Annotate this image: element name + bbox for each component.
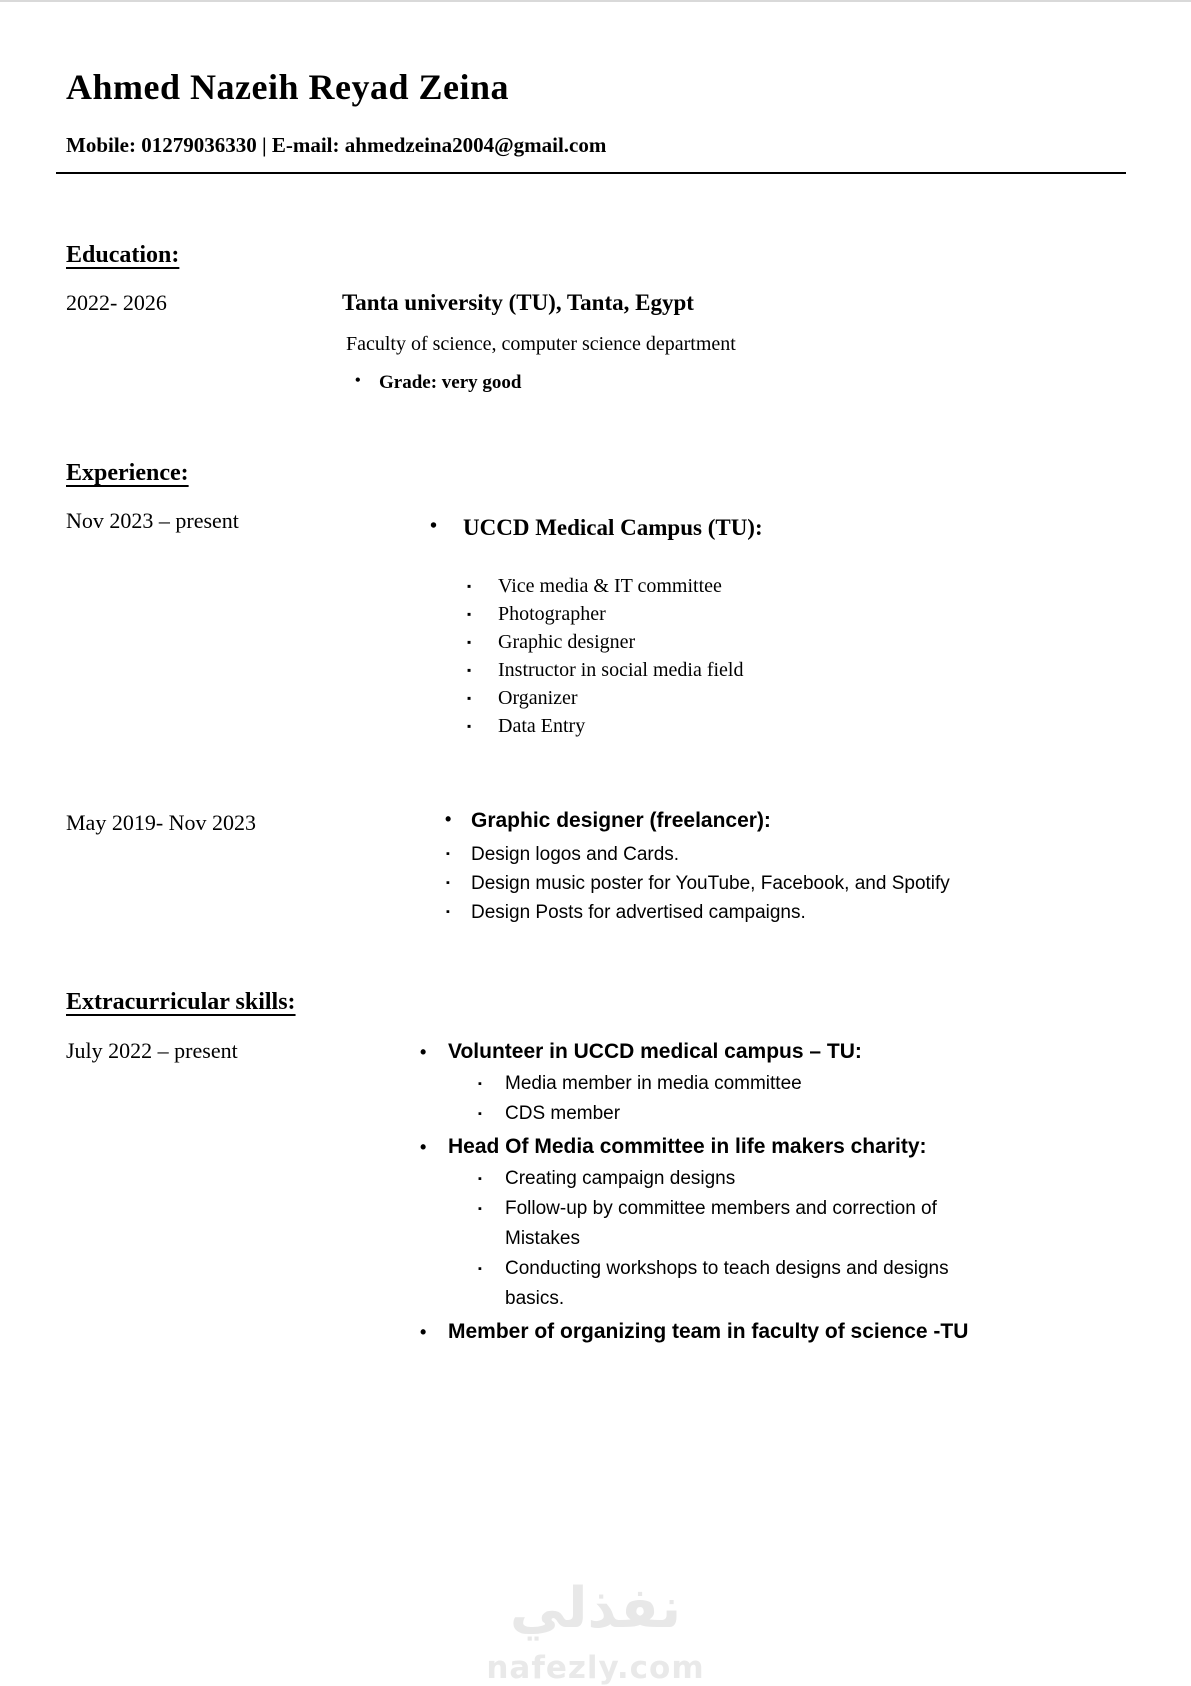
extra-group1-title: Volunteer in UCCD medical campus – TU:	[448, 1040, 862, 1063]
job1-title-item	[430, 515, 1070, 541]
list-item: ▪ Design music poster for YouTube, Facebook, and Spotify	[446, 869, 1085, 898]
person-name: Ahmed Nazeih Reyad Zeina	[66, 67, 509, 107]
job2-title: Graphic designer (freelancer):	[471, 809, 771, 832]
list-item: ▪ Creating campaign designs	[478, 1164, 1120, 1194]
extra-group3-title-item	[420, 1316, 1120, 1348]
education-school: Tanta university (TU), Tanta, Egypt	[342, 290, 694, 315]
bullet-square-icon: ▪	[446, 906, 450, 918]
education-heading: Education:	[66, 242, 180, 268]
extra-group1-list	[478, 1069, 1120, 1129]
extracurricular-heading: Extracurricular skills:	[66, 989, 296, 1015]
list-item: ▪ Design logos and Cards.	[446, 840, 1085, 869]
bullet-square-icon: ▪	[478, 1173, 482, 1185]
education-grade-item	[355, 372, 1062, 394]
bullet-square-icon: ▪	[478, 1108, 482, 1120]
list-item: ▪ Organizer	[467, 684, 1070, 712]
list-item: ▪ Follow-up by committee members and correction of Mistakes	[478, 1194, 1120, 1254]
extra-group2-title-item	[420, 1131, 1120, 1163]
bullet-dot-icon: •	[420, 1137, 427, 1157]
extra-group3-title: Member of organizing team in faculty of science -TU	[448, 1320, 969, 1343]
list-item: ▪ Photographer	[467, 600, 1070, 628]
bullet-square-icon: ▪	[478, 1078, 482, 1090]
job1-duties-list	[467, 572, 1070, 740]
extra-group2-list	[478, 1164, 1120, 1314]
bullet-square-icon: ▪	[478, 1263, 482, 1275]
job2-duties-list	[446, 840, 1085, 927]
extra-group2-title: Head Of Media committee in life makers charity:	[448, 1135, 927, 1158]
header-divider	[56, 172, 1126, 174]
list-item: ▪ Graphic designer	[467, 628, 1070, 656]
education-content	[342, 290, 1062, 394]
bullet-dot-icon: •	[355, 372, 361, 389]
job2-date: May 2019- Nov 2023	[66, 810, 257, 835]
education-date: 2022- 2026	[66, 290, 167, 315]
contact-line: Mobile: 01279036330 | E-mail: ahmedzeina2004@gmail.com	[66, 133, 607, 157]
job1-date: Nov 2023 – present	[66, 508, 239, 533]
watermark-site: nafezly.com	[486, 1650, 705, 1686]
bullet-square-icon: ▪	[467, 607, 472, 621]
list-item: ▪ Media member in media committee	[478, 1069, 1120, 1099]
extracurricular-content	[420, 1036, 1120, 1348]
bullet-dot-icon: •	[430, 515, 438, 537]
bullet-square-icon: ▪	[478, 1203, 482, 1215]
bullet-square-icon: ▪	[446, 848, 450, 860]
experience-heading: Experience:	[66, 460, 189, 486]
job2-content	[445, 809, 1085, 927]
bullet-square-icon: ▪	[467, 663, 472, 677]
job1-title: UCCD Medical Campus (TU):	[463, 515, 763, 540]
list-item: ▪ Data Entry	[467, 712, 1070, 740]
list-item: ▪ Vice media & IT committee	[467, 572, 1070, 600]
job2-title-item	[445, 809, 1085, 833]
education-grade: Grade: very good	[379, 372, 522, 393]
education-faculty: Faculty of science, computer science department	[346, 333, 736, 355]
bullet-square-icon: ▪	[467, 635, 472, 649]
extra-group1-title-item	[420, 1036, 1120, 1068]
bullet-dot-icon: •	[420, 1042, 427, 1062]
bullet-square-icon: ▪	[467, 719, 472, 733]
list-item: ▪ Design Posts for advertised campaigns.	[446, 898, 1085, 927]
list-item: ▪ Instructor in social media field	[467, 656, 1070, 684]
list-item: ▪ CDS member	[478, 1099, 1120, 1129]
bullet-square-icon: ▪	[467, 579, 472, 593]
bullet-square-icon: ▪	[467, 691, 472, 705]
list-item: ▪ Conducting workshops to teach designs and designs basics.	[478, 1254, 1120, 1314]
extracurricular-date: July 2022 – present	[66, 1038, 238, 1063]
bullet-dot-icon: •	[420, 1322, 427, 1342]
bullet-square-icon: ▪	[446, 877, 450, 889]
watermark-logo: نفذلي	[509, 1576, 682, 1641]
bullet-dot-icon: •	[445, 809, 452, 829]
job1-content	[430, 515, 1070, 740]
